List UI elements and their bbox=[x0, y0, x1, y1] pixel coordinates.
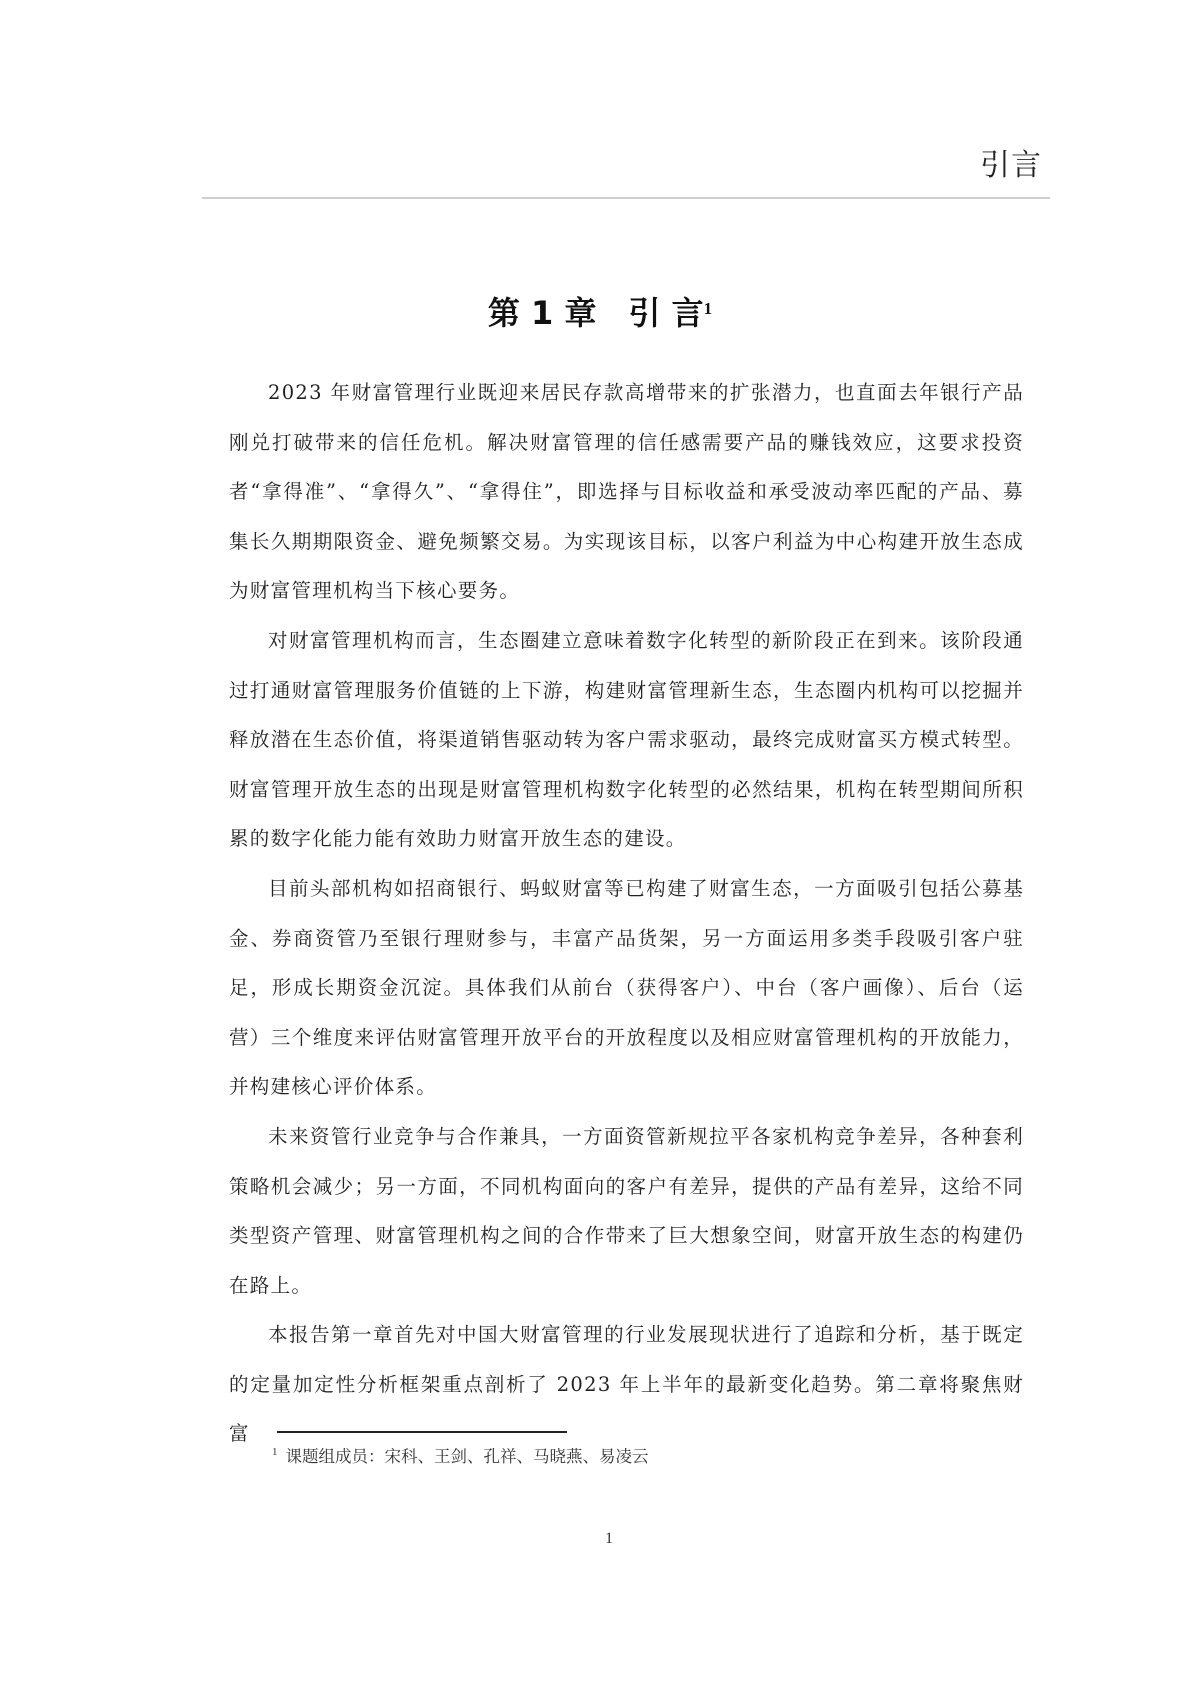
chapter-footnote-mark[interactable]: 1 bbox=[703, 299, 713, 319]
footnote-mark: 1 bbox=[272, 1445, 278, 1458]
chapter-title-text: 第 1 章 引 言 bbox=[487, 294, 704, 332]
header-divider bbox=[202, 197, 1050, 199]
paragraph-3: 目前头部机构如招商银行、蚂蚁财富等已构建了财富生态，一方面吸引包括公募基金、券商资管乃至银行理财参与，丰富产品货架，另一方面运用多类手段吸引客户驻足，形成长期资金沉淀。具体我们从前台（获得客户）、中台（客户画像）、后台（运营）三个维度来评估财富管理开放平台的开放程度以及相应财富管理机构的开放能力，并构建核心评价体系。 bbox=[229, 876, 1024, 1099]
paragraph-4: 未来资管行业竞争与合作兼具，一方面资管新规拉平各家机构竞争差异，各种套利策略机会减少；另一方面，不同机构面向的客户有差异，提供的产品有差异，这给不同类型资产管理、财富管理机构之间的合作带来了巨大想象空间，财富开放生态的构建仍在路上。 bbox=[229, 1124, 1024, 1297]
running-header-title: 引言 bbox=[980, 148, 1042, 183]
paragraph-2: 对财富管理机构而言，生态圈建立意味着数字化转型的新阶段正在到来。该阶段通过打通财富管理服务价值链的上下游，构建财富管理新生态，生态圈内机构可以挖掘并释放潜在生态价值，将渠道销售驱动转为客户需求驱动，最终完成财富买方模式转型。财富管理开放生态的出现是财富管理机构数字化转型的必然结果，机构在转型期间所积累的数字化能力能有效助力财富开放生态的建设。 bbox=[229, 628, 1024, 851]
paragraph-5: 本报告第一章首先对中国大财富管理的行业发展现状进行了追踪和分析，基于既定的定量加定性分析框架重点剖析了 2023 年上半年的最新变化趋势。第二章将聚焦财富 bbox=[229, 1323, 1024, 1446]
footnote-text: 课题组成员：宋科、王剑、孔祥、马晓燕、易凌云 bbox=[285, 1447, 649, 1466]
body-text bbox=[229, 368, 1024, 1459]
footnote bbox=[272, 1443, 649, 1467]
page-number: 1 bbox=[605, 1530, 613, 1547]
footnote-divider bbox=[277, 1431, 567, 1433]
chapter-title bbox=[0, 288, 1200, 334]
paragraph-1: 2023 年财富管理行业既迎来居民存款高增带来的扩张潜力，也直面去年银行产品刚兑打破带来的信任危机。解决财富管理的信任感需要产品的赚钱效应，这要求投资者“拿得准”、“拿得久”、“拿得住”，即选择与目标收益和承受波动率匹配的产品、募集长久期期限资金、避免频繁交易。为实现该目标，以客户利益为中心构建开放生态成为财富管理机构当下核心要务。 bbox=[229, 381, 1024, 603]
